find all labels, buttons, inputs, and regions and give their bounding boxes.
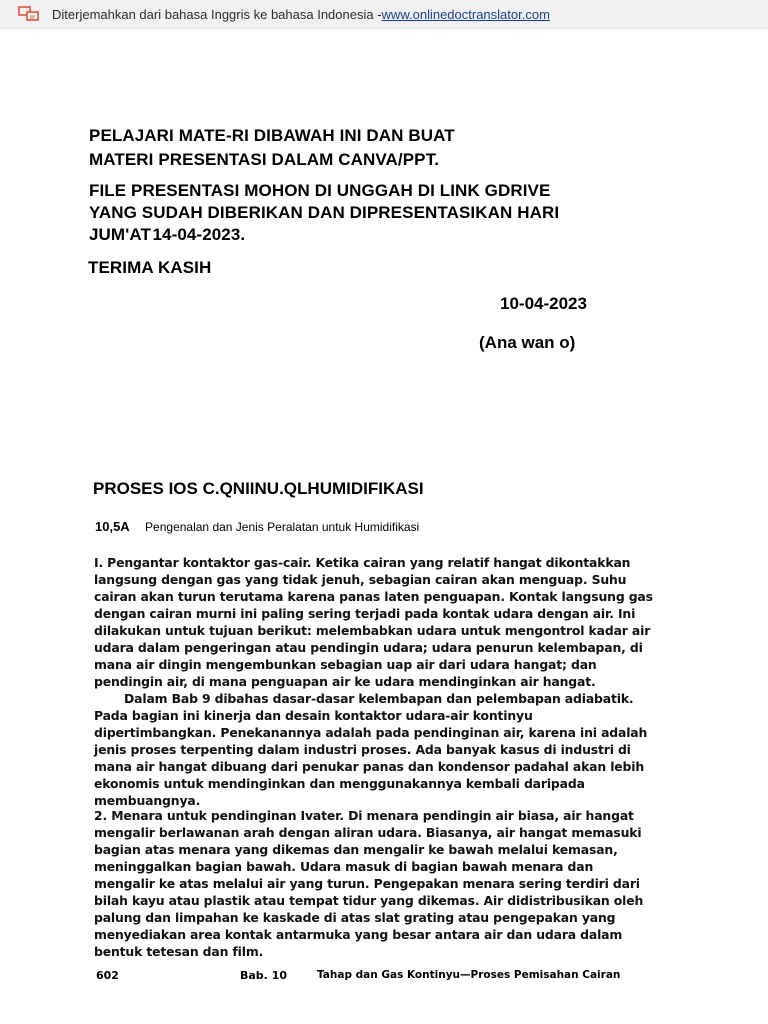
header-line-4: YANG SUDAH DIBERIKAN DAN DIPRESENTASIKAN HARI <box>89 203 560 222</box>
banner-link[interactable]: www.onlinedoctranslator.com <box>381 6 550 22</box>
section-title: PROSES IOS C.QNIINU.QLHUMIDIFIKASI <box>93 479 424 498</box>
header-line-2: MATERI PRESENTASI DALAM CANVA/PPT. <box>89 150 440 169</box>
paragraph-2 <box>94 807 654 960</box>
paragraph-1 <box>94 554 654 809</box>
thanks-text: TERIMA KASIH <box>88 258 212 277</box>
header-line-3: FILE PRESENTASI MOHON DI UNGGAH DI LINK GDRIVE <box>89 181 551 200</box>
translator-logo-icon <box>18 6 40 22</box>
header-line-1: PELAJARI MATE-RI DIBAWAH INI DAN BUAT <box>89 126 455 145</box>
author-text: (Ana wan o) <box>479 333 576 352</box>
running-title: Tahap dan Gas Kontinyu—Proses Pemisahan Cairan <box>317 969 621 981</box>
chapter-label: Bab. 10 <box>240 969 287 982</box>
header-line-5: JUM'AT 14-04-2023. <box>89 225 246 244</box>
translation-banner <box>0 0 768 29</box>
page-number: 602 <box>96 969 119 982</box>
banner-text: Diterjemahkan dari bahasa Inggris ke bahasa Indonesia - <box>52 6 382 22</box>
subsection-title: Pengenalan dan Jenis Peralatan untuk Humidifikasi <box>145 520 420 534</box>
date-text: 10-04-2023 <box>500 294 587 313</box>
paragraph-2-text: 2. Menara untuk pendinginan Ivater. Di menara pendingin air biasa, air hangat mengalir berlawanan arah dengan aliran udara. Biasanya, air hangat memasuki bagian atas menara yang dikemas dan mengalir ke bawah melalui kemasan, meninggalkan bagian bawah. Udara masuk di bagian bawah menara dan mengalir ke atas melalui air yang turun. Pengepakan menara sering terdiri dari bilah kayu atau plastik atau tempat tidur yang dikemas. Air didistribusikan oleh palung dan limpahan ke kaskade di atas slat grating atau pengepakan yang menyediakan area kontak antarmuka yang besar antara air dan udara dalam bentuk tetesan dan film. <box>94 808 644 959</box>
subsection-heading <box>95 519 419 534</box>
paragraph-1-continuation: Dalam Bab 9 dibahas dasar-dasar kelembapan dan pelembapan adiabatik. Pada bagian ini kinerja dan desain kontaktor udara-air kontinyu dipertimbangkan. Penekanannya adalah pada pendinginan air, karena ini adalah jenis proses terpenting dalam industri proses. Ada banyak kasus di industri di mana air hangat dibuang dari penukar panas dan kondensor padahal akan lebih ekonomis untuk mendinginkan dan menggunakannya kembali daripada membuangnya. <box>94 691 648 808</box>
paragraph-1-text: I. Pengantar kontaktor gas-cair. Ketika cairan yang relatif hangat dikontakkan langsung dengan gas yang tidak jenuh, sebagian cairan akan menguap. Suhu cairan akan turun terutama karena panas laten penguapan. Kontak langsung gas dengan cairan murni ini paling sering terjadi pada kontak udara dengan air. Ini dilakukan untuk tujuan berikut: melembabkan udara untuk mengontrol kadar air udara dalam pengeringan atau pendingin udara; udara penurun kelembapan, di mana air dingin mengembunkan sebagian uap air dari udara hangat; dan pendingin air, di mana penguapan air ke udara mendinginkan air hangat. <box>94 555 653 689</box>
subsection-number: 10,5A <box>95 519 130 534</box>
